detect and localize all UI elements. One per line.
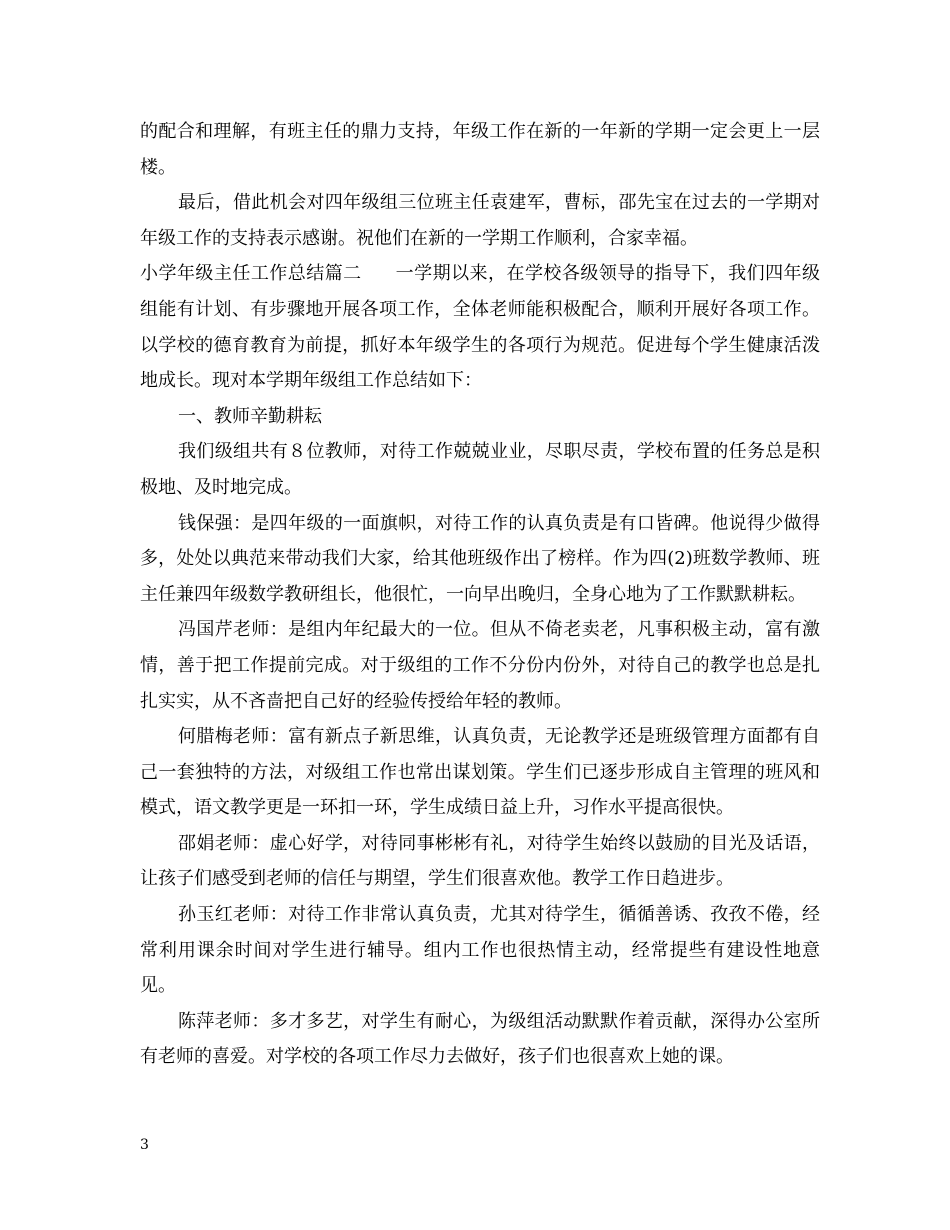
- paragraph-sun-yuhong: 孙玉红老师：对待工作非常认真负责，尤其对待学生，循循善诱、孜孜不倦，经常利用课余时间对学生进行辅导。组内工作也很热情主动，经常提些有建设性地意见。: [140, 904, 820, 997]
- paragraph-continued: 的配合和理解，有班主任的鼎力支持，年级工作在新的一年新的学期一定会更上一层楼。: [140, 121, 820, 178]
- document-body: [140, 114, 820, 1075]
- paragraph-chen-ping: 陈萍老师：多才多艺，对学生有耐心，为级组活动默默作着贡献，深得办公室所有老师的喜爱。对学校的各项工作尽力去做好，孩子们也很喜欢上她的课。: [140, 1010, 820, 1068]
- paragraph-thanks: 最后，借此机会对四年级组三位班主任袁建军，曹标，邵先宝在过去的一学期对年级工作的支持表示感谢。祝他们在新的一学期工作顺利，合家幸福。: [140, 192, 820, 249]
- paragraph-team-overview: 我们级组共有８位教师，对待工作兢兢业业，尽职尽责，学校布置的任务总是积极地、及时地完成。: [140, 441, 820, 498]
- subheading-teachers: 一、教师辛勤耕耘: [178, 405, 322, 427]
- section-paragraph: [140, 256, 820, 398]
- page-number: 3: [140, 1137, 149, 1153]
- paragraph-shao-juan: 邵娟老师：虚心好学，对待同事彬彬有礼，对待学生始终以鼓励的目光及话语，让孩子们感受到老师的信任与期望，学生们很喜欢他。教学工作日趋进步。: [140, 832, 820, 890]
- section-intro: 一学期以来，在学校各级领导的指导下，我们四年级组能有计划、有步骤地开展各项工作，全体老师能积极配合，顺利开展好各项工作。以学校的德育教育为前提，抓好本年级学生的各项行为规范。促进每个学生健康活泼地成长。现对本学期年级组工作总结如下：: [140, 263, 821, 392]
- paragraph-qian-baoqiang: 钱保强：是四年级的一面旗帜，对待工作的认真负责是有口皆碑。他说得少做得多，处处以典范来带动我们大家，给其他班级作出了榜样。作为四(2)班数学教师、班主任兼四年级数学教研组长，他很忙，一向早出晚归，全身心地为了工作默默耕耘。: [140, 512, 820, 605]
- section-title: 小学年级主任工作总结篇二: [140, 263, 362, 285]
- paragraph-he-lamei: 何腊梅老师：富有新点子新思维，认真负责，无论教学还是班级管理方面都有自己一套独特的方法，对级组工作也常出谋划策。学生们已逐步形成自主管理的班风和模式，语文教学更是一环扣一环，学生成绩日益上升，习作水平提高很快。: [140, 726, 820, 819]
- paragraph-feng-guoqin: 冯国芹老师：是组内年纪最大的一位。但从不倚老卖老，凡事积极主动，富有激情，善于把工作提前完成。对于级组的工作不分份内份外，对待自己的教学也总是扎扎实实，从不吝啬把自己好的经验传授给年轻的教师。: [140, 619, 820, 712]
